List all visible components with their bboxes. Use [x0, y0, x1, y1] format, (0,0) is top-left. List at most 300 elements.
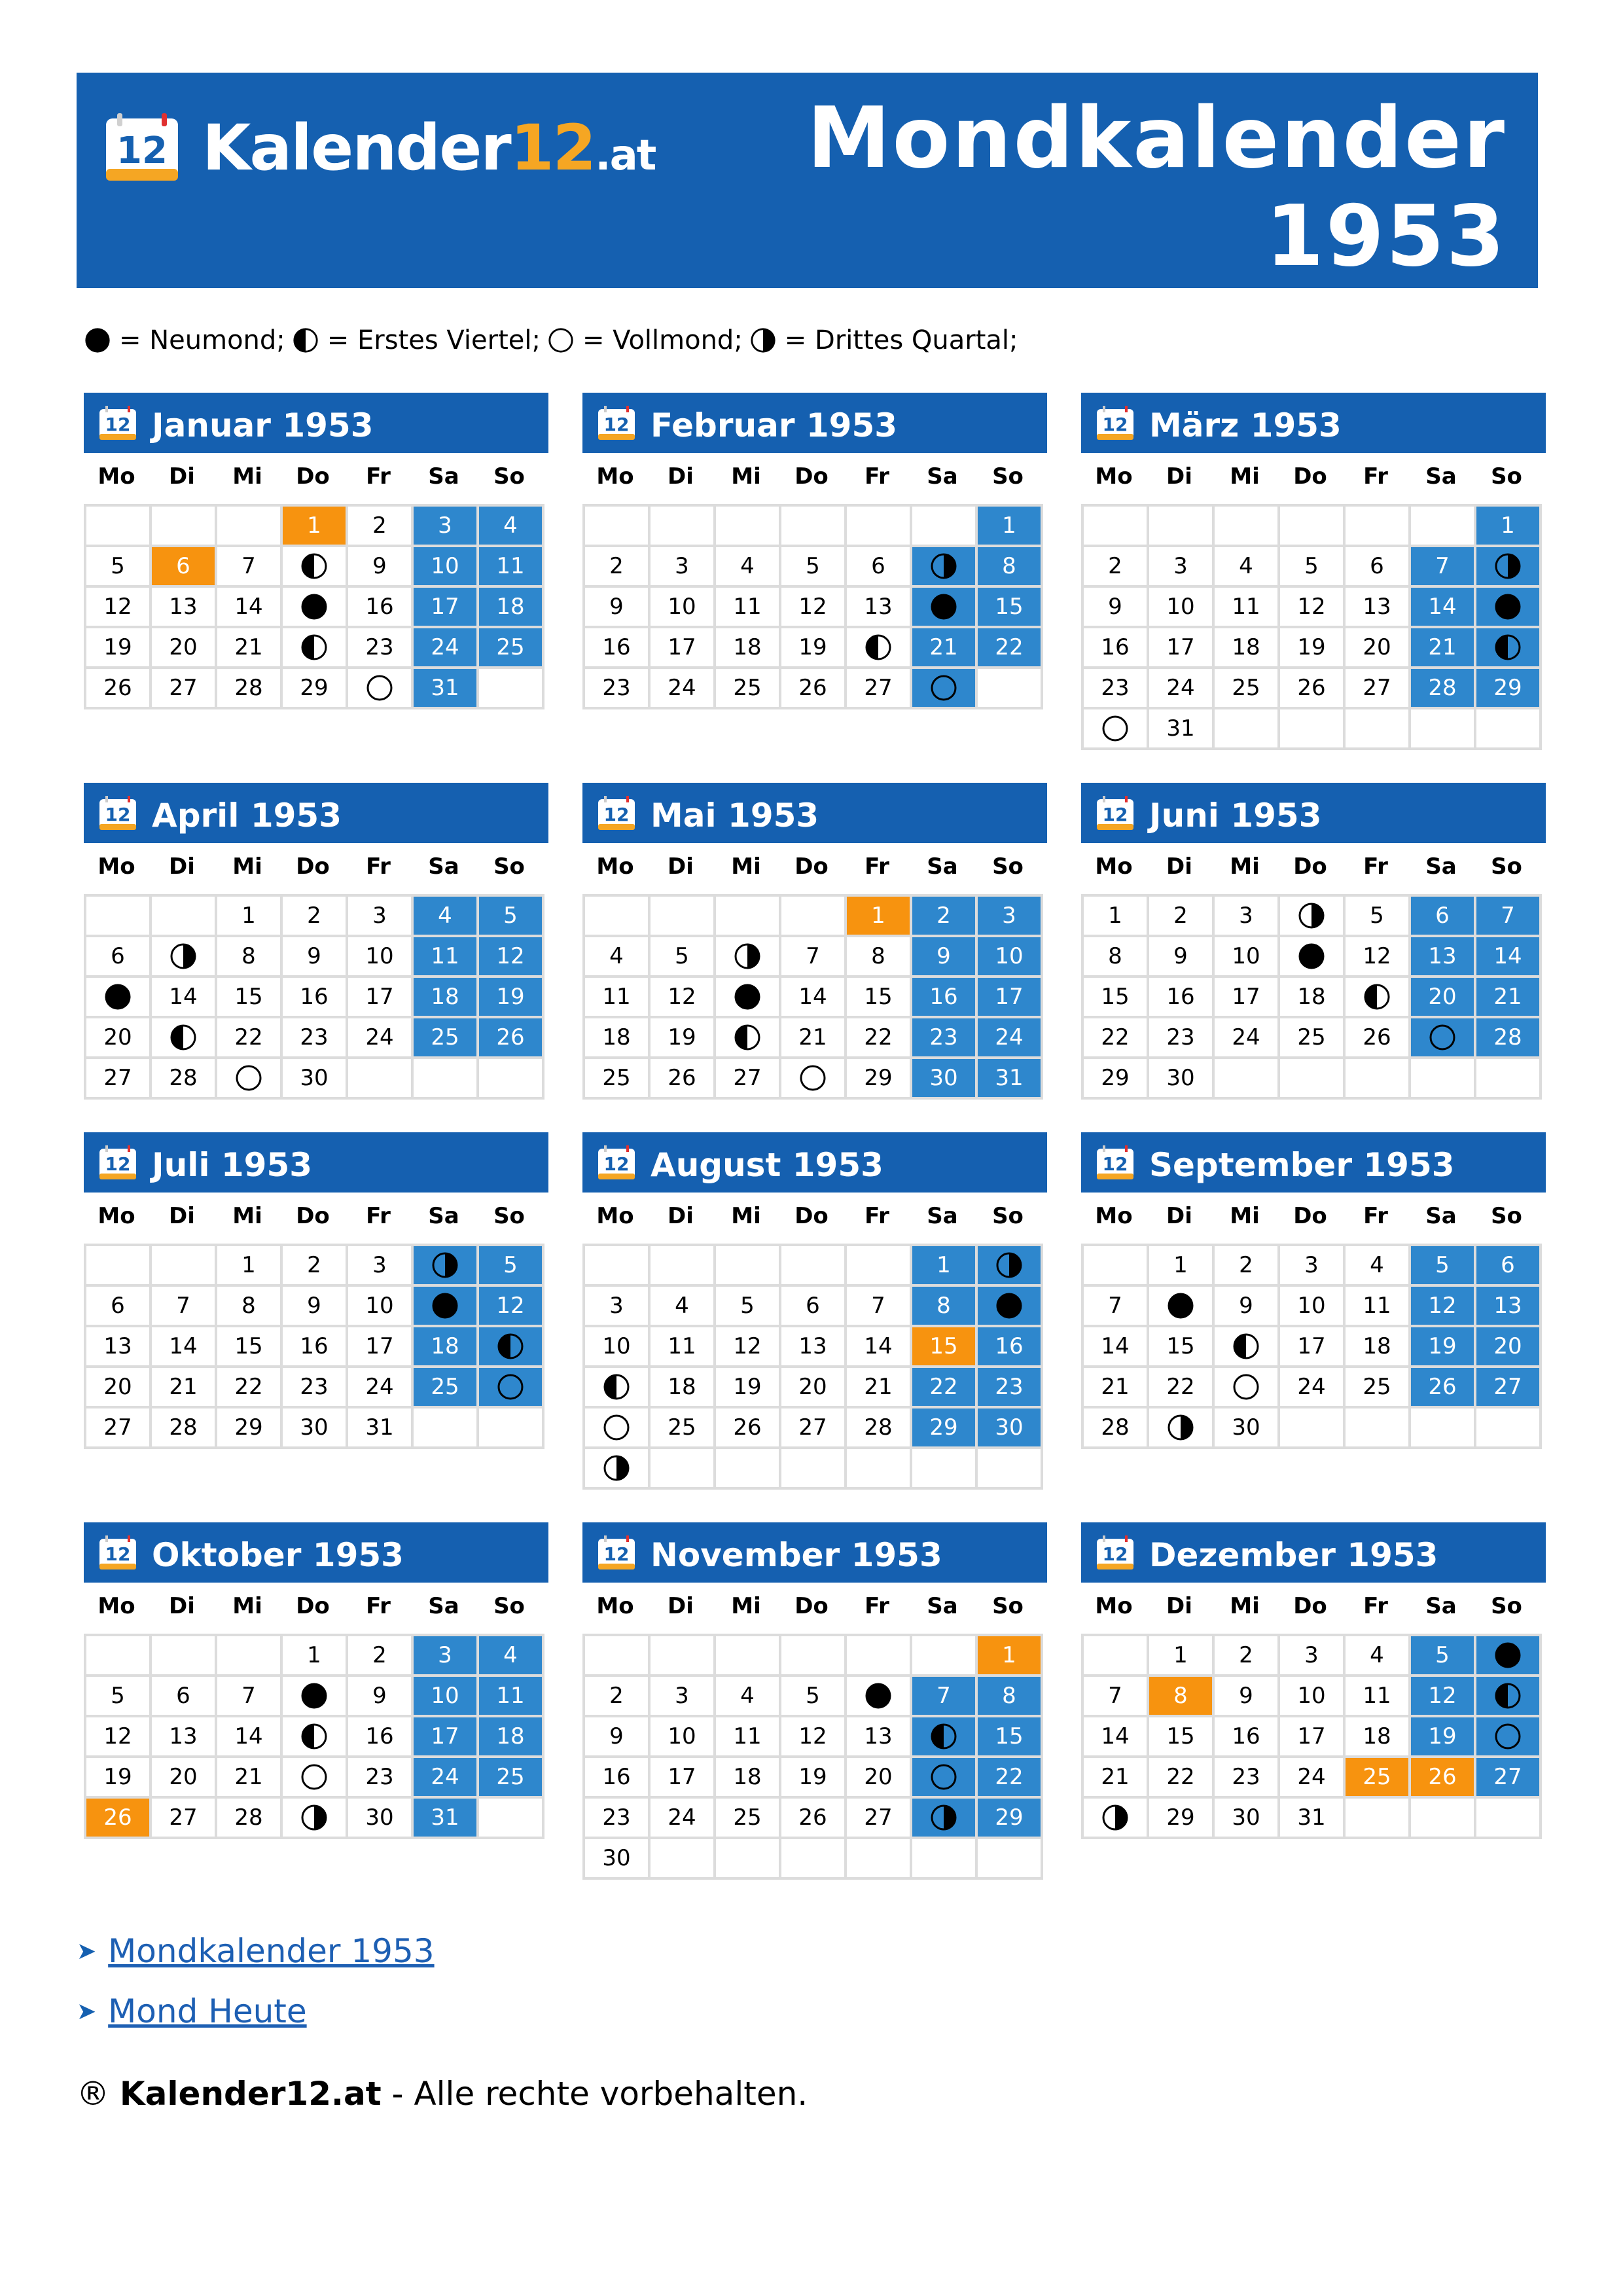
- day-cell[interactable]: [1476, 1758, 1542, 1799]
- day-cell[interactable]: [283, 547, 348, 588]
- day-cell[interactable]: [716, 588, 781, 628]
- day-cell[interactable]: [86, 937, 152, 978]
- day-cell[interactable]: [348, 1636, 414, 1677]
- day-cell[interactable]: [651, 1758, 716, 1799]
- day-cell[interactable]: [1084, 978, 1149, 1018]
- day-cell[interactable]: [585, 1018, 651, 1059]
- day-cell[interactable]: [651, 937, 716, 978]
- day-cell[interactable]: [1149, 709, 1215, 750]
- day-cell[interactable]: [414, 628, 479, 669]
- day-cell[interactable]: [1476, 897, 1542, 937]
- day-cell[interactable]: [716, 1327, 781, 1368]
- day-cell[interactable]: [414, 1246, 479, 1287]
- day-cell[interactable]: [978, 1327, 1043, 1368]
- day-cell[interactable]: [1411, 1717, 1476, 1758]
- day-cell[interactable]: [716, 1717, 781, 1758]
- day-cell[interactable]: [217, 1018, 283, 1059]
- day-cell[interactable]: [781, 1059, 847, 1100]
- day-cell[interactable]: [152, 1799, 217, 1839]
- day-cell[interactable]: [781, 1368, 847, 1408]
- day-cell[interactable]: [1346, 1246, 1411, 1287]
- day-cell[interactable]: [217, 1246, 283, 1287]
- day-cell[interactable]: [1476, 1677, 1542, 1717]
- day-cell[interactable]: [1084, 1717, 1149, 1758]
- day-cell[interactable]: [651, 1799, 716, 1839]
- day-cell[interactable]: [1476, 1368, 1542, 1408]
- day-cell[interactable]: [152, 669, 217, 709]
- day-cell[interactable]: [348, 1327, 414, 1368]
- day-cell[interactable]: [585, 1327, 651, 1368]
- day-cell[interactable]: [1411, 978, 1476, 1018]
- day-cell[interactable]: [978, 1636, 1043, 1677]
- day-cell[interactable]: [1149, 547, 1215, 588]
- day-cell[interactable]: [651, 1059, 716, 1100]
- day-cell[interactable]: [978, 937, 1043, 978]
- day-cell[interactable]: [1411, 628, 1476, 669]
- day-cell[interactable]: [1149, 1636, 1215, 1677]
- day-cell[interactable]: [978, 978, 1043, 1018]
- day-cell[interactable]: [1084, 709, 1149, 750]
- day-cell[interactable]: [217, 897, 283, 937]
- day-cell[interactable]: [348, 1758, 414, 1799]
- day-cell[interactable]: [651, 978, 716, 1018]
- day-cell[interactable]: [1215, 1287, 1280, 1327]
- day-cell[interactable]: [651, 1677, 716, 1717]
- day-cell[interactable]: [1215, 897, 1280, 937]
- day-cell[interactable]: [1149, 978, 1215, 1018]
- day-cell[interactable]: [1411, 1287, 1476, 1327]
- day-cell[interactable]: [651, 669, 716, 709]
- day-cell[interactable]: [1346, 937, 1411, 978]
- day-cell[interactable]: [86, 1018, 152, 1059]
- day-cell[interactable]: [1280, 1018, 1346, 1059]
- day-cell[interactable]: [86, 1677, 152, 1717]
- day-cell[interactable]: [152, 1408, 217, 1449]
- day-cell[interactable]: [414, 669, 479, 709]
- day-cell[interactable]: [348, 897, 414, 937]
- day-cell[interactable]: [781, 1327, 847, 1368]
- day-cell[interactable]: [479, 1717, 544, 1758]
- day-cell[interactable]: [651, 1327, 716, 1368]
- day-cell[interactable]: [217, 547, 283, 588]
- day-cell[interactable]: [1411, 1368, 1476, 1408]
- day-cell[interactable]: [1280, 1717, 1346, 1758]
- day-cell[interactable]: [585, 1368, 651, 1408]
- day-cell[interactable]: [1280, 1246, 1346, 1287]
- day-cell[interactable]: [217, 1327, 283, 1368]
- day-cell[interactable]: [414, 1799, 479, 1839]
- day-cell[interactable]: [847, 1408, 912, 1449]
- day-cell[interactable]: [1280, 1758, 1346, 1799]
- day-cell[interactable]: [585, 547, 651, 588]
- day-cell[interactable]: [847, 628, 912, 669]
- day-cell[interactable]: [479, 628, 544, 669]
- day-cell[interactable]: [1215, 1677, 1280, 1717]
- day-cell[interactable]: [847, 1677, 912, 1717]
- day-cell[interactable]: [585, 1408, 651, 1449]
- day-cell[interactable]: [912, 1287, 978, 1327]
- day-cell[interactable]: [152, 628, 217, 669]
- day-cell[interactable]: [1215, 628, 1280, 669]
- day-cell[interactable]: [283, 1758, 348, 1799]
- day-cell[interactable]: [283, 1636, 348, 1677]
- day-cell[interactable]: [217, 588, 283, 628]
- day-cell[interactable]: [217, 1059, 283, 1100]
- day-cell[interactable]: [414, 1368, 479, 1408]
- day-cell[interactable]: [585, 1839, 651, 1880]
- day-cell[interactable]: [912, 1758, 978, 1799]
- day-cell[interactable]: [86, 1287, 152, 1327]
- day-cell[interactable]: [1084, 937, 1149, 978]
- day-cell[interactable]: [1215, 1636, 1280, 1677]
- day-cell[interactable]: [1149, 1368, 1215, 1408]
- day-cell[interactable]: [716, 1408, 781, 1449]
- day-cell[interactable]: [781, 1287, 847, 1327]
- day-cell[interactable]: [1084, 1059, 1149, 1100]
- day-cell[interactable]: [716, 1368, 781, 1408]
- day-cell[interactable]: [978, 507, 1043, 547]
- day-cell[interactable]: [1280, 588, 1346, 628]
- day-cell[interactable]: [1149, 897, 1215, 937]
- day-cell[interactable]: [217, 669, 283, 709]
- day-cell[interactable]: [847, 937, 912, 978]
- day-cell[interactable]: [86, 1059, 152, 1100]
- day-cell[interactable]: [978, 1717, 1043, 1758]
- day-cell[interactable]: [847, 1368, 912, 1408]
- day-cell[interactable]: [1476, 1717, 1542, 1758]
- day-cell[interactable]: [847, 1327, 912, 1368]
- day-cell[interactable]: [348, 547, 414, 588]
- day-cell[interactable]: [912, 547, 978, 588]
- day-cell[interactable]: [847, 897, 912, 937]
- day-cell[interactable]: [1411, 937, 1476, 978]
- day-cell[interactable]: [1084, 897, 1149, 937]
- day-cell[interactable]: [152, 978, 217, 1018]
- day-cell[interactable]: [1084, 1368, 1149, 1408]
- day-cell[interactable]: [414, 547, 479, 588]
- day-cell[interactable]: [1084, 547, 1149, 588]
- day-cell[interactable]: [414, 1636, 479, 1677]
- day-cell[interactable]: [414, 507, 479, 547]
- day-cell[interactable]: [1149, 628, 1215, 669]
- day-cell[interactable]: [978, 1408, 1043, 1449]
- day-cell[interactable]: [479, 1758, 544, 1799]
- day-cell[interactable]: [1476, 937, 1542, 978]
- day-cell[interactable]: [847, 978, 912, 1018]
- day-cell[interactable]: [651, 1368, 716, 1408]
- day-cell[interactable]: [1346, 1636, 1411, 1677]
- day-cell[interactable]: [1149, 1018, 1215, 1059]
- day-cell[interactable]: [585, 1449, 651, 1490]
- day-cell[interactable]: [86, 1327, 152, 1368]
- day-cell[interactable]: [781, 1758, 847, 1799]
- day-cell[interactable]: [585, 669, 651, 709]
- day-cell[interactable]: [651, 547, 716, 588]
- day-cell[interactable]: [1346, 978, 1411, 1018]
- day-cell[interactable]: [847, 669, 912, 709]
- day-cell[interactable]: [847, 1287, 912, 1327]
- day-cell[interactable]: [912, 1677, 978, 1717]
- day-cell[interactable]: [1346, 1758, 1411, 1799]
- day-cell[interactable]: [1215, 937, 1280, 978]
- day-cell[interactable]: [479, 1018, 544, 1059]
- day-cell[interactable]: [348, 1799, 414, 1839]
- day-cell[interactable]: [1411, 1018, 1476, 1059]
- day-cell[interactable]: [1149, 1287, 1215, 1327]
- day-cell[interactable]: [585, 1758, 651, 1799]
- day-cell[interactable]: [1215, 1758, 1280, 1799]
- day-cell[interactable]: [1280, 1327, 1346, 1368]
- day-cell[interactable]: [479, 1368, 544, 1408]
- day-cell[interactable]: [348, 1018, 414, 1059]
- day-cell[interactable]: [1149, 1799, 1215, 1839]
- day-cell[interactable]: [1215, 1799, 1280, 1839]
- day-cell[interactable]: [651, 1018, 716, 1059]
- day-cell[interactable]: [348, 628, 414, 669]
- day-cell[interactable]: [479, 547, 544, 588]
- day-cell[interactable]: [86, 1368, 152, 1408]
- day-cell[interactable]: [781, 588, 847, 628]
- day-cell[interactable]: [1215, 1246, 1280, 1287]
- day-cell[interactable]: [585, 628, 651, 669]
- day-cell[interactable]: [1280, 937, 1346, 978]
- day-cell[interactable]: [414, 588, 479, 628]
- day-cell[interactable]: [348, 1246, 414, 1287]
- day-cell[interactable]: [1280, 978, 1346, 1018]
- day-cell[interactable]: [1149, 588, 1215, 628]
- day-cell[interactable]: [912, 897, 978, 937]
- day-cell[interactable]: [978, 1758, 1043, 1799]
- day-cell[interactable]: [414, 937, 479, 978]
- day-cell[interactable]: [1149, 1059, 1215, 1100]
- day-cell[interactable]: [716, 978, 781, 1018]
- day-cell[interactable]: [217, 1287, 283, 1327]
- day-cell[interactable]: [152, 1059, 217, 1100]
- day-cell[interactable]: [1280, 1799, 1346, 1839]
- day-cell[interactable]: [651, 1287, 716, 1327]
- day-cell[interactable]: [781, 1018, 847, 1059]
- day-cell[interactable]: [86, 669, 152, 709]
- day-cell[interactable]: [1215, 1408, 1280, 1449]
- day-cell[interactable]: [1346, 628, 1411, 669]
- day-cell[interactable]: [348, 1677, 414, 1717]
- day-cell[interactable]: [479, 1287, 544, 1327]
- day-cell[interactable]: [1280, 1636, 1346, 1677]
- day-cell[interactable]: [585, 1799, 651, 1839]
- day-cell[interactable]: [152, 1717, 217, 1758]
- day-cell[interactable]: [1476, 669, 1542, 709]
- day-cell[interactable]: [152, 937, 217, 978]
- day-cell[interactable]: [1346, 1287, 1411, 1327]
- day-cell[interactable]: [152, 547, 217, 588]
- day-cell[interactable]: [152, 1368, 217, 1408]
- day-cell[interactable]: [978, 1059, 1043, 1100]
- day-cell[interactable]: [283, 1018, 348, 1059]
- day-cell[interactable]: [479, 937, 544, 978]
- day-cell[interactable]: [283, 1717, 348, 1758]
- day-cell[interactable]: [1476, 1246, 1542, 1287]
- day-cell[interactable]: [716, 1059, 781, 1100]
- day-cell[interactable]: [283, 937, 348, 978]
- day-cell[interactable]: [847, 1758, 912, 1799]
- day-cell[interactable]: [86, 1799, 152, 1839]
- day-cell[interactable]: [716, 1799, 781, 1839]
- day-cell[interactable]: [1346, 547, 1411, 588]
- day-cell[interactable]: [283, 1677, 348, 1717]
- day-cell[interactable]: [152, 1758, 217, 1799]
- day-cell[interactable]: [217, 1799, 283, 1839]
- day-cell[interactable]: [585, 1059, 651, 1100]
- day-cell[interactable]: [479, 1327, 544, 1368]
- day-cell[interactable]: [1346, 1717, 1411, 1758]
- day-cell[interactable]: [479, 978, 544, 1018]
- day-cell[interactable]: [414, 1287, 479, 1327]
- day-cell[interactable]: [348, 1408, 414, 1449]
- day-cell[interactable]: [348, 937, 414, 978]
- day-cell[interactable]: [978, 588, 1043, 628]
- day-cell[interactable]: [86, 978, 152, 1018]
- day-cell[interactable]: [781, 1717, 847, 1758]
- day-cell[interactable]: [152, 1327, 217, 1368]
- day-cell[interactable]: [348, 507, 414, 547]
- day-cell[interactable]: [1215, 1717, 1280, 1758]
- day-cell[interactable]: [1149, 1758, 1215, 1799]
- day-cell[interactable]: [283, 628, 348, 669]
- day-cell[interactable]: [781, 1408, 847, 1449]
- day-cell[interactable]: [847, 547, 912, 588]
- day-cell[interactable]: [1084, 1287, 1149, 1327]
- day-cell[interactable]: [1084, 628, 1149, 669]
- site-logo[interactable]: [104, 109, 655, 187]
- day-cell[interactable]: [651, 1408, 716, 1449]
- day-cell[interactable]: [1476, 978, 1542, 1018]
- day-cell[interactable]: [152, 1677, 217, 1717]
- day-cell[interactable]: [912, 588, 978, 628]
- day-cell[interactable]: [1411, 1327, 1476, 1368]
- day-cell[interactable]: [912, 1246, 978, 1287]
- day-cell[interactable]: [414, 1677, 479, 1717]
- day-cell[interactable]: [479, 588, 544, 628]
- day-cell[interactable]: [585, 937, 651, 978]
- day-cell[interactable]: [1215, 669, 1280, 709]
- day-cell[interactable]: [585, 978, 651, 1018]
- day-cell[interactable]: [1215, 547, 1280, 588]
- day-cell[interactable]: [1476, 628, 1542, 669]
- day-cell[interactable]: [1215, 1327, 1280, 1368]
- day-cell[interactable]: [86, 1717, 152, 1758]
- day-cell[interactable]: [847, 1059, 912, 1100]
- day-cell[interactable]: [912, 628, 978, 669]
- day-cell[interactable]: [1411, 1677, 1476, 1717]
- day-cell[interactable]: [781, 547, 847, 588]
- day-cell[interactable]: [1215, 1018, 1280, 1059]
- day-cell[interactable]: [912, 1799, 978, 1839]
- day-cell[interactable]: [585, 1287, 651, 1327]
- day-cell[interactable]: [978, 1246, 1043, 1287]
- day-cell[interactable]: [847, 588, 912, 628]
- day-cell[interactable]: [1411, 547, 1476, 588]
- day-cell[interactable]: [283, 1327, 348, 1368]
- day-cell[interactable]: [1149, 1408, 1215, 1449]
- day-cell[interactable]: [1280, 1368, 1346, 1408]
- day-cell[interactable]: [847, 1799, 912, 1839]
- day-cell[interactable]: [912, 978, 978, 1018]
- day-cell[interactable]: [217, 1677, 283, 1717]
- day-cell[interactable]: [651, 628, 716, 669]
- day-cell[interactable]: [847, 1018, 912, 1059]
- day-cell[interactable]: [912, 1018, 978, 1059]
- day-cell[interactable]: [283, 1799, 348, 1839]
- day-cell[interactable]: [1149, 1246, 1215, 1287]
- day-cell[interactable]: [217, 1368, 283, 1408]
- day-cell[interactable]: [978, 1018, 1043, 1059]
- day-cell[interactable]: [152, 1018, 217, 1059]
- day-cell[interactable]: [283, 588, 348, 628]
- day-cell[interactable]: [217, 1758, 283, 1799]
- day-cell[interactable]: [1411, 1246, 1476, 1287]
- day-cell[interactable]: [1215, 588, 1280, 628]
- day-cell[interactable]: [479, 1636, 544, 1677]
- day-cell[interactable]: [348, 1368, 414, 1408]
- day-cell[interactable]: [217, 978, 283, 1018]
- day-cell[interactable]: [716, 937, 781, 978]
- day-cell[interactable]: [479, 1246, 544, 1287]
- day-cell[interactable]: [781, 978, 847, 1018]
- day-cell[interactable]: [1476, 507, 1542, 547]
- day-cell[interactable]: [912, 1327, 978, 1368]
- day-cell[interactable]: [1476, 1018, 1542, 1059]
- day-cell[interactable]: [1476, 1327, 1542, 1368]
- day-cell[interactable]: [283, 897, 348, 937]
- day-cell[interactable]: [912, 1408, 978, 1449]
- day-cell[interactable]: [1084, 1758, 1149, 1799]
- day-cell[interactable]: [217, 937, 283, 978]
- day-cell[interactable]: [152, 588, 217, 628]
- day-cell[interactable]: [1346, 1327, 1411, 1368]
- day-cell[interactable]: [348, 669, 414, 709]
- day-cell[interactable]: [414, 978, 479, 1018]
- day-cell[interactable]: [912, 1368, 978, 1408]
- day-cell[interactable]: [283, 669, 348, 709]
- day-cell[interactable]: [86, 1408, 152, 1449]
- day-cell[interactable]: [283, 1287, 348, 1327]
- day-cell[interactable]: [1411, 1758, 1476, 1799]
- day-cell[interactable]: [978, 547, 1043, 588]
- day-cell[interactable]: [585, 588, 651, 628]
- day-cell[interactable]: [781, 937, 847, 978]
- day-cell[interactable]: [348, 588, 414, 628]
- day-cell[interactable]: [1346, 588, 1411, 628]
- day-cell[interactable]: [86, 547, 152, 588]
- day-cell[interactable]: [1346, 1018, 1411, 1059]
- day-cell[interactable]: [1411, 1636, 1476, 1677]
- day-cell[interactable]: [1084, 588, 1149, 628]
- day-cell[interactable]: [1149, 669, 1215, 709]
- day-cell[interactable]: [283, 978, 348, 1018]
- day-cell[interactable]: [1215, 1368, 1280, 1408]
- day-cell[interactable]: [978, 897, 1043, 937]
- day-cell[interactable]: [86, 588, 152, 628]
- day-cell[interactable]: [1346, 897, 1411, 937]
- day-cell[interactable]: [283, 507, 348, 547]
- link-mondkalender[interactable]: Mondkalender 1953: [108, 1932, 435, 1970]
- day-cell[interactable]: [414, 1717, 479, 1758]
- day-cell[interactable]: [217, 1717, 283, 1758]
- day-cell[interactable]: [283, 1368, 348, 1408]
- day-cell[interactable]: [414, 1758, 479, 1799]
- day-cell[interactable]: [1149, 1717, 1215, 1758]
- day-cell[interactable]: [1084, 1327, 1149, 1368]
